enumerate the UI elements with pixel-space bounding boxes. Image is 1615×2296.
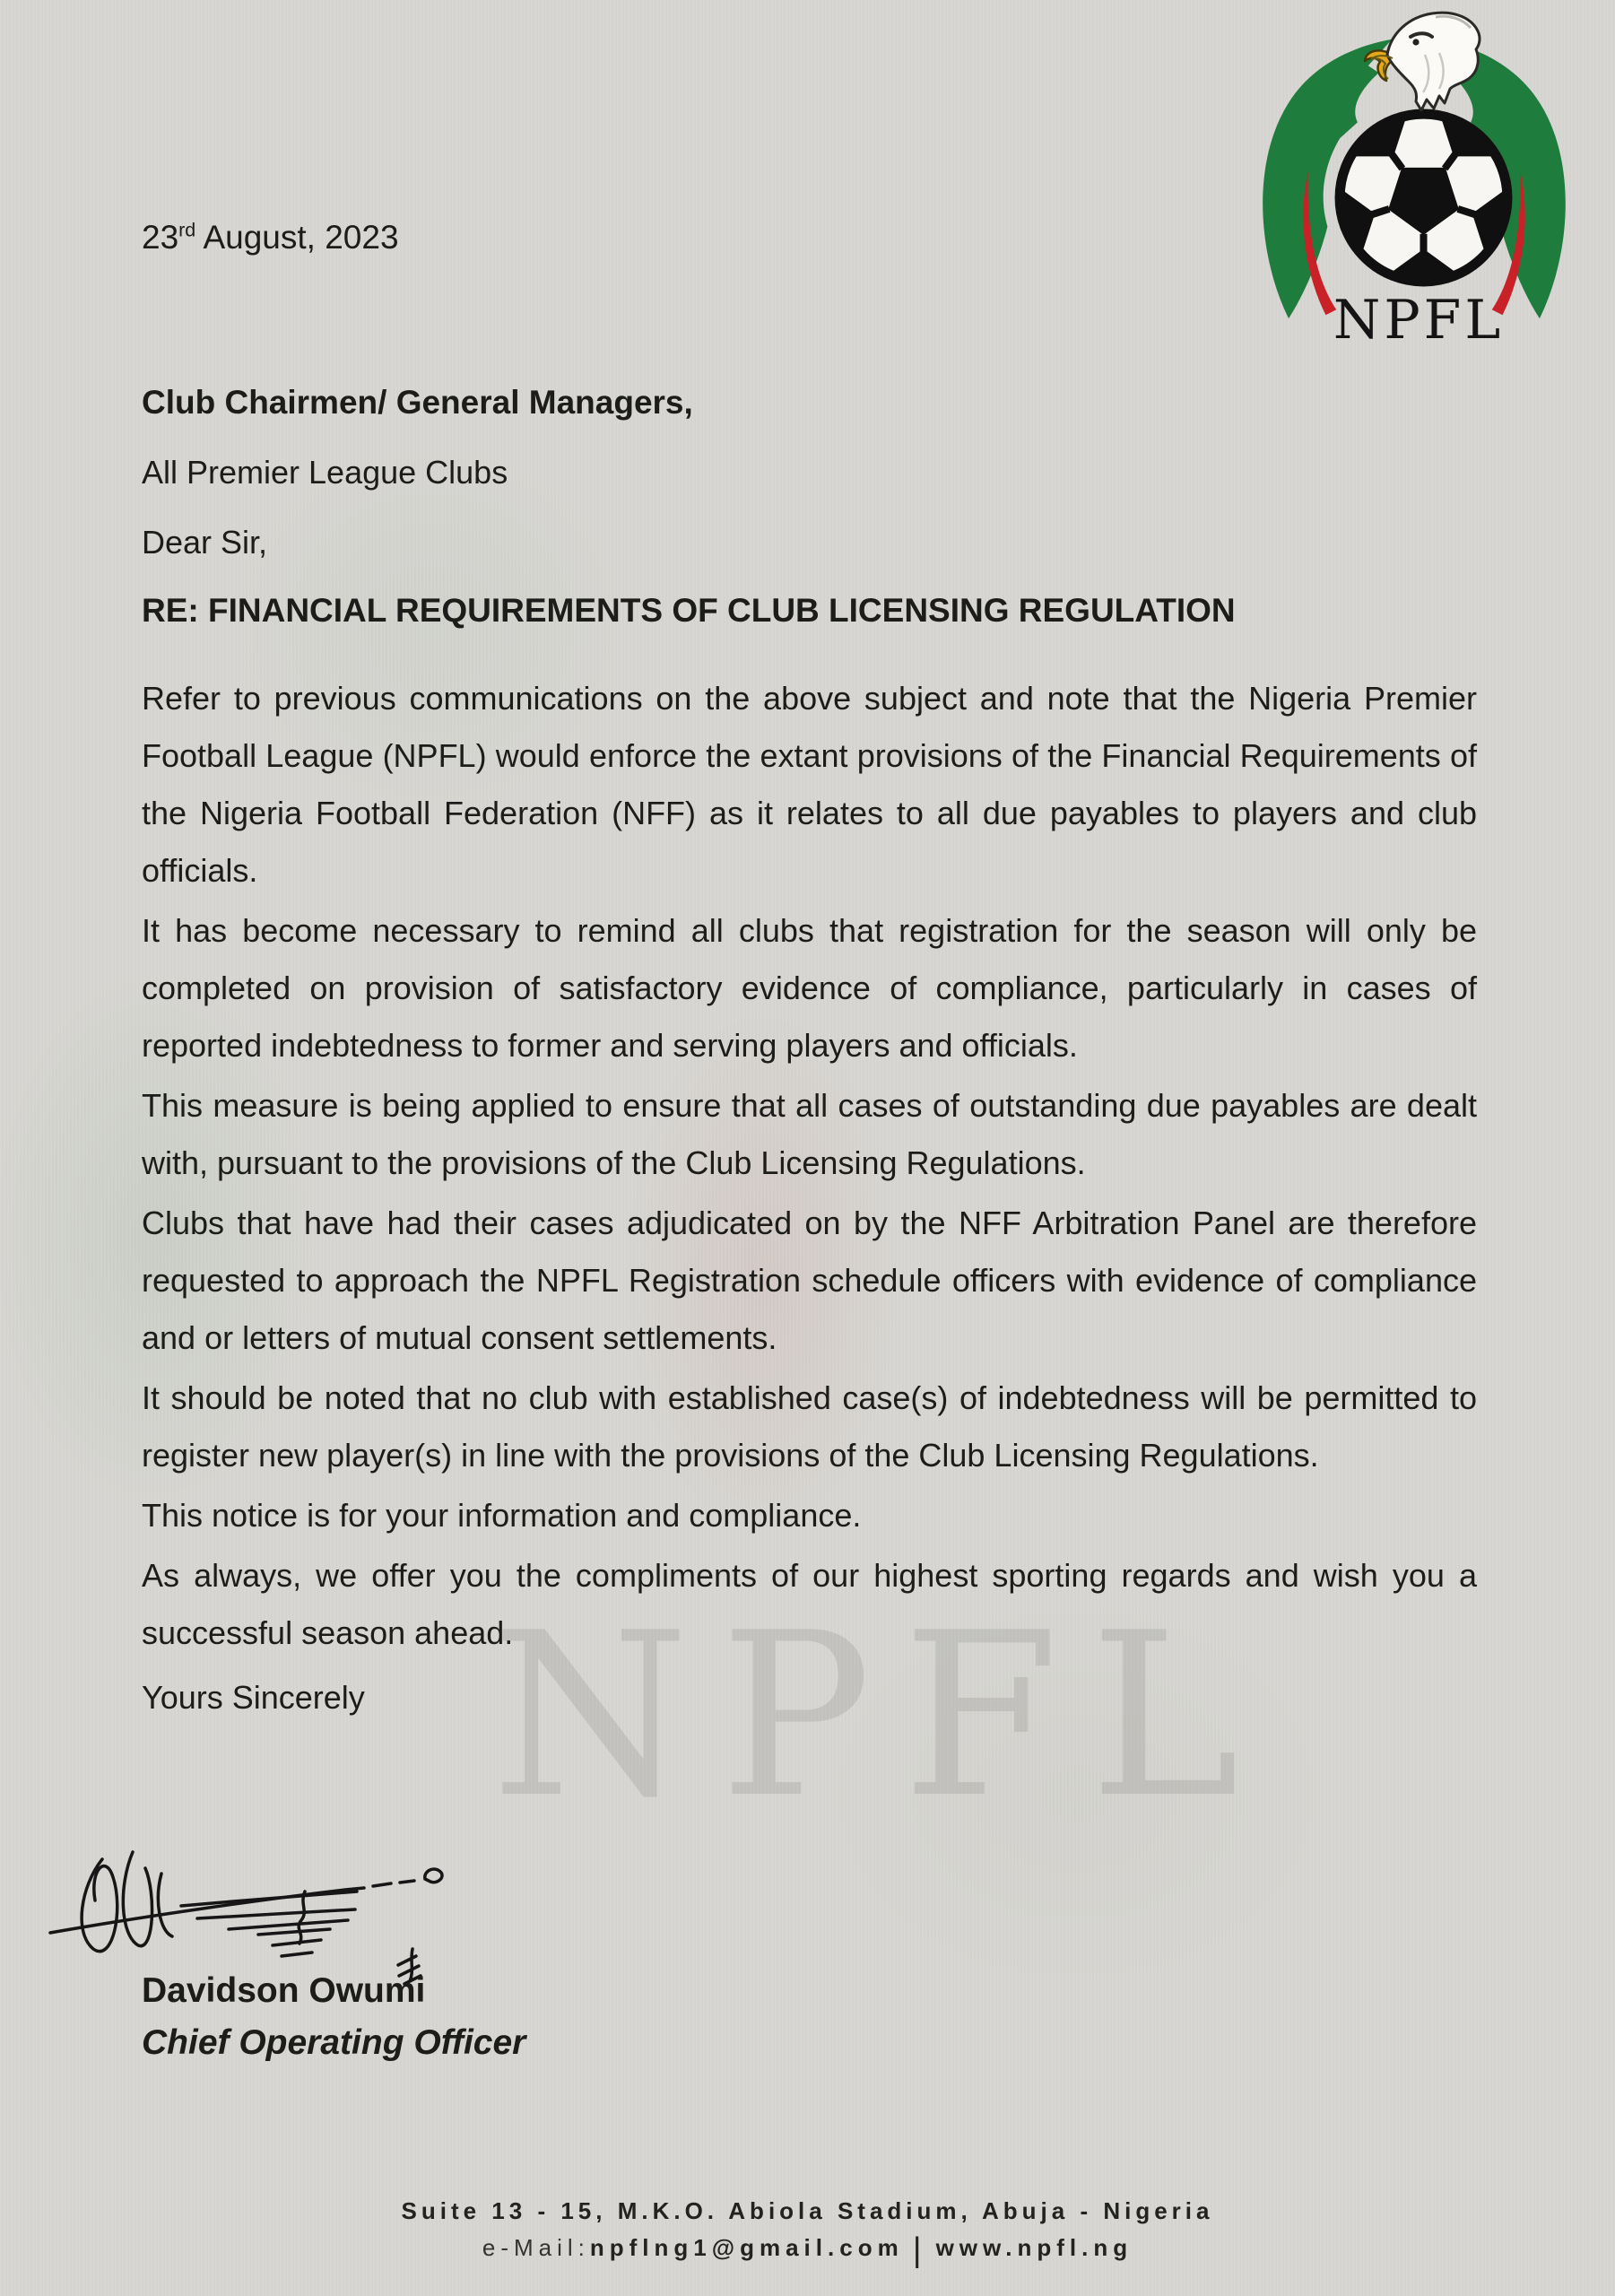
soccer-ball-icon	[1332, 106, 1515, 290]
recipient-line: Club Chairmen/ General Managers,	[142, 384, 693, 421]
paragraph-1: Refer to previous communications on the above subject and note that the Nigeria Premier Football League (NPFL) would enforce the extant provisions of the Financial Requirements of the Nigeria Football Federation (NFF) as it relates to all due payables to players and club officials.	[142, 680, 1477, 889]
email-value: npflng1@gmail.com	[589, 2234, 904, 2261]
signatory-title: Chief Operating Officer	[142, 2023, 526, 2062]
logo-wordmark: NPFL	[1333, 289, 1505, 352]
npfl-watermark: NPFL	[491, 1585, 1271, 1848]
website-url: www.npfl.ng	[935, 2234, 1133, 2261]
recipient-org: All Premier League Clubs	[142, 454, 508, 491]
footer-contact	[0, 2231, 1615, 2270]
signatory-name: Davidson Owumi	[142, 1971, 426, 2010]
footer-separator: |	[912, 2231, 927, 2269]
paragraph-4: Clubs that have had their cases adjudicated on by the NFF Arbitration Panel are therefore requested to approach the NPFL Registration schedule officers with evidence of compliance and or letters of mutual consent settlements.	[142, 1205, 1477, 1356]
date-line	[142, 219, 399, 257]
paragraph-2: It has become necessary to remind all clubs that registration for the season will only be completed on provision of satisfactory evidence of compliance, particularly in cases of reported indebtedness to former and serving players and officials.	[142, 912, 1477, 1064]
paragraph-3: This measure is being applied to ensure that all cases of outstanding due payables are dealt with, pursuant to the provisions of the Club Licensing Regulations.	[142, 1087, 1477, 1181]
paragraph-5: It should be noted that no club with established case(s) of indebtedness will be permitted to register new player(s) in line with the provisions of the Club Licensing Regulations.	[142, 1379, 1477, 1474]
date-day: 23	[142, 219, 179, 256]
eagle-head-icon	[1360, 2, 1495, 120]
letter-body	[142, 670, 1477, 1729]
date-rest: August, 2023	[195, 219, 399, 256]
footer-address: Suite 13 - 15, M.K.O. Abiola Stadium, Abuja - Nigeria	[401, 2197, 1214, 2224]
signature-scribble	[45, 1843, 475, 1987]
email-label: e-Mail:	[482, 2234, 590, 2261]
salutation: Dear Sir,	[142, 524, 268, 561]
closing: Yours Sincerely	[142, 1679, 365, 1716]
date-ordinal: rd	[178, 219, 196, 241]
paragraph-7: As always, we offer you the compliments of our highest sporting regards and wish you a successful season ahead.	[142, 1557, 1477, 1651]
paragraph-6: This notice is for your information and compliance.	[142, 1497, 862, 1534]
npfl-logo	[1235, 5, 1593, 357]
subject-line: RE: FINANCIAL REQUIREMENTS OF CLUB LICENSING REGULATION	[142, 592, 1236, 629]
